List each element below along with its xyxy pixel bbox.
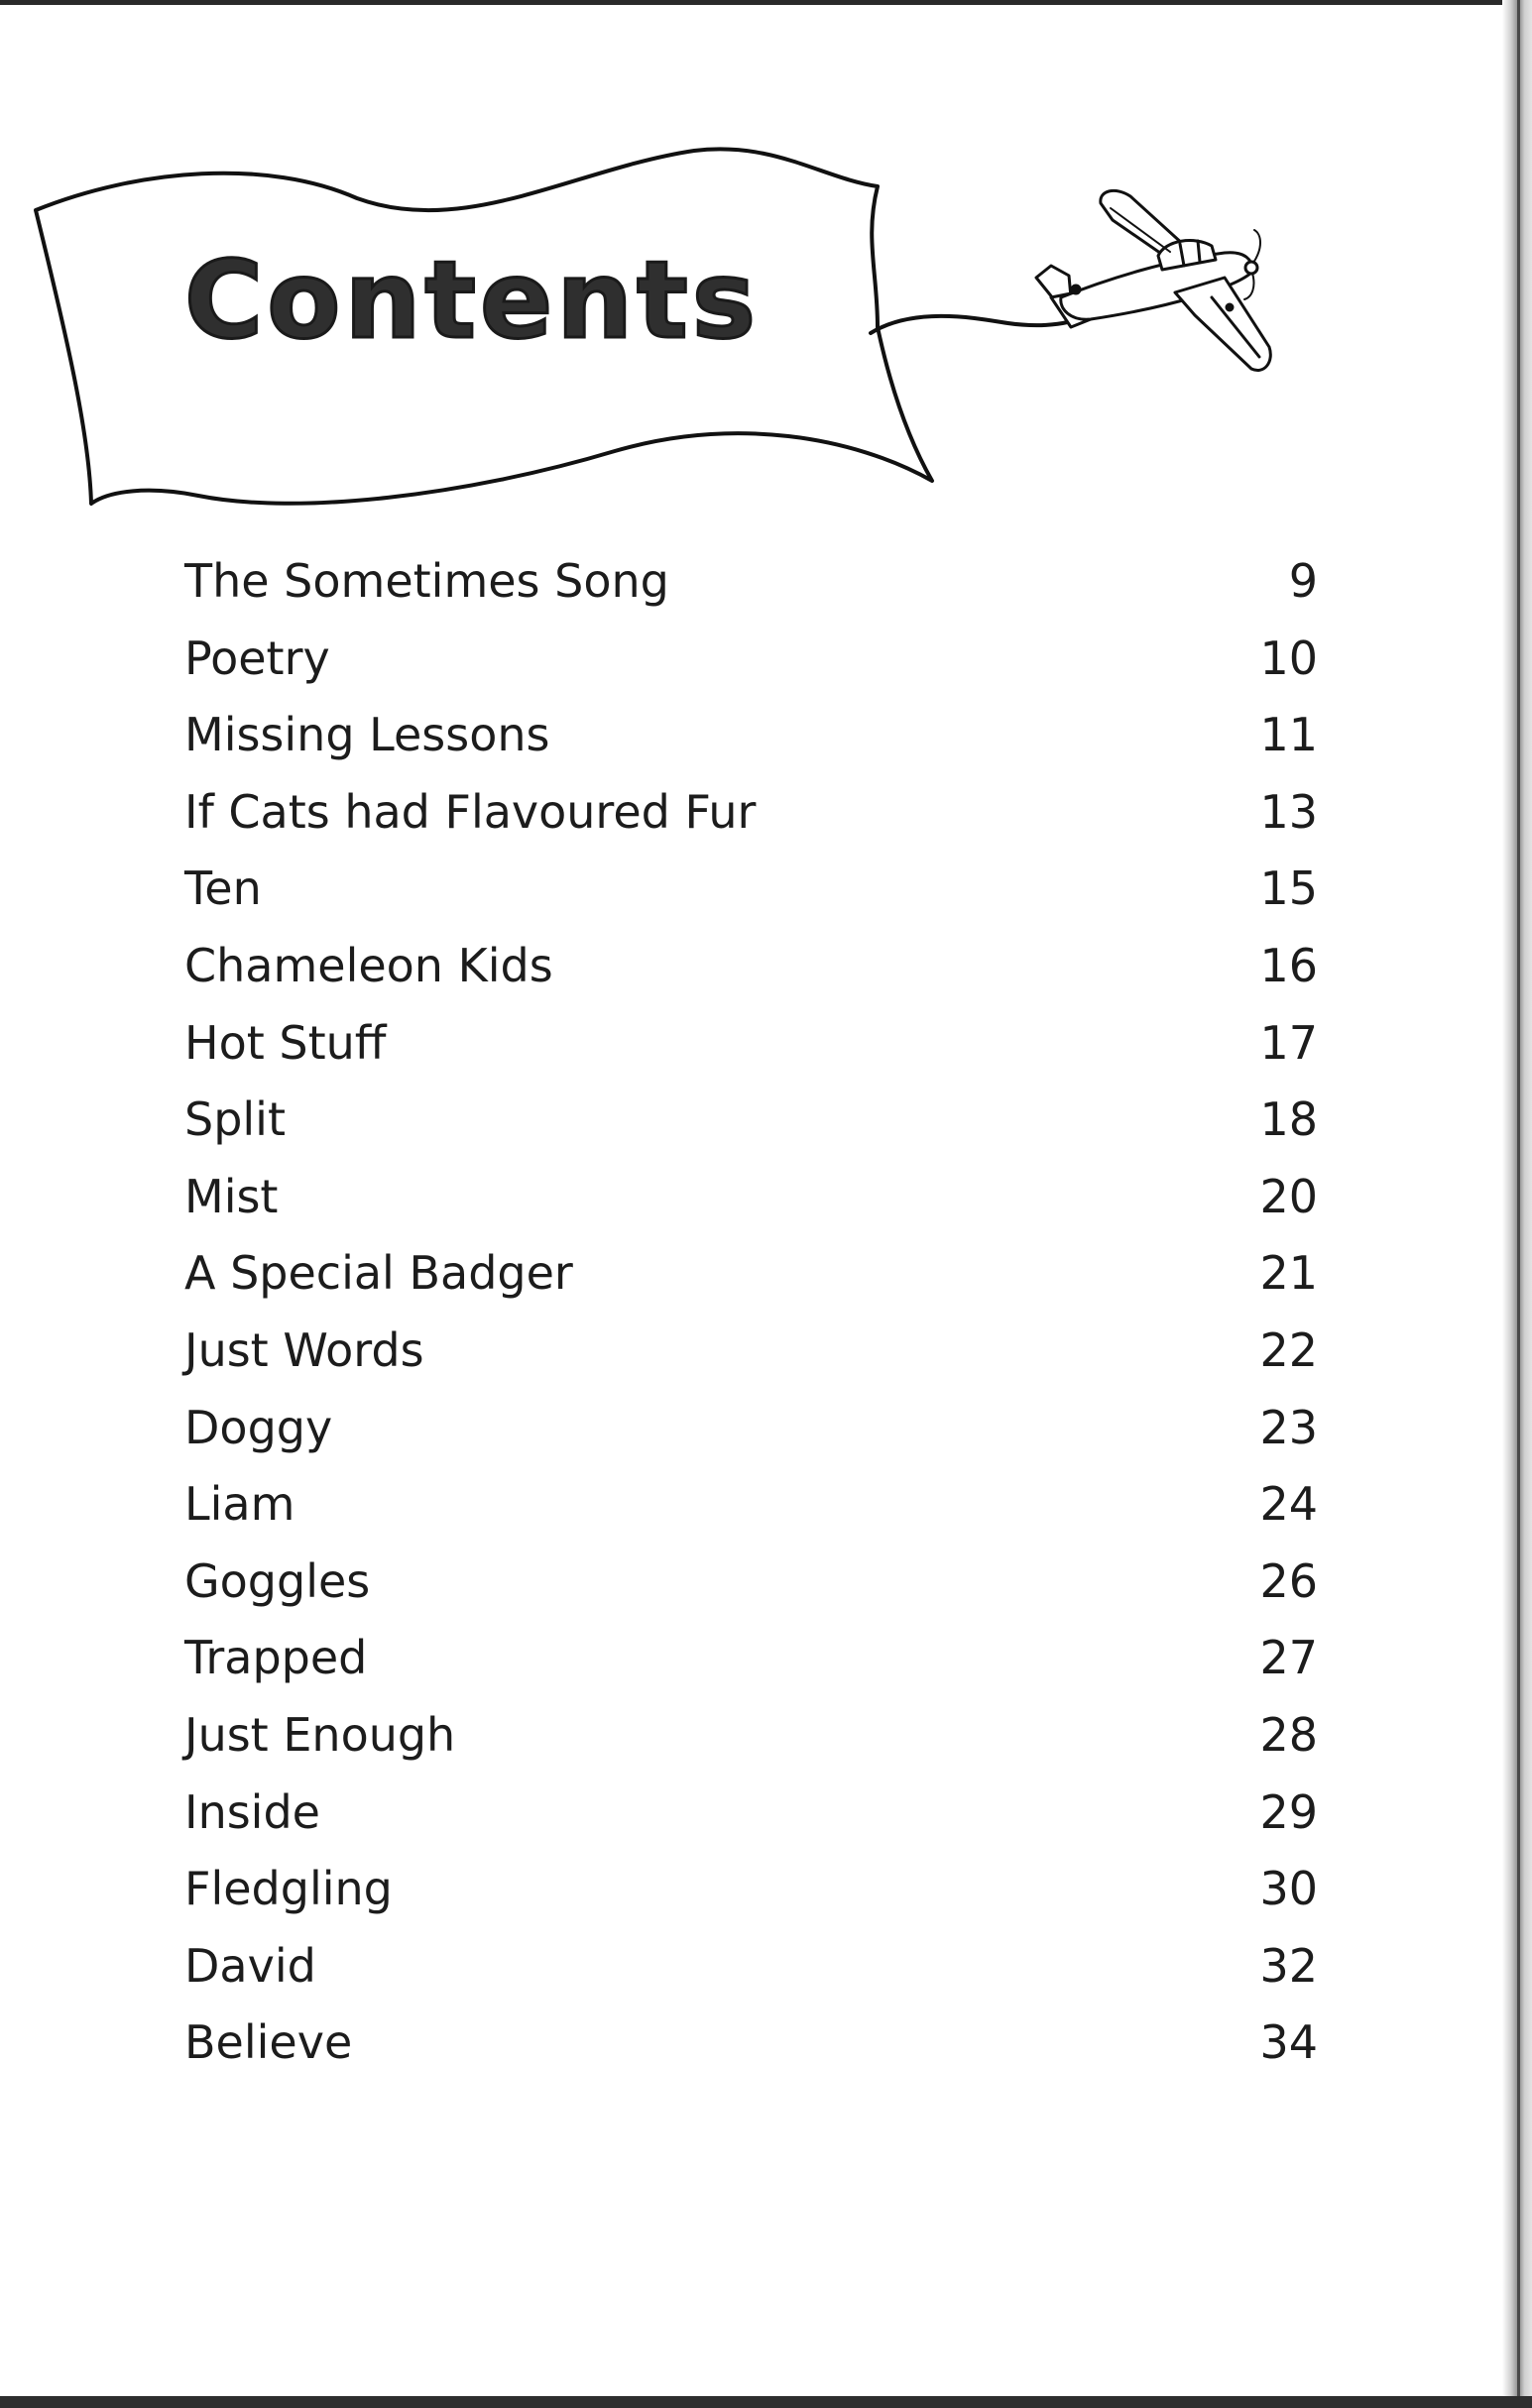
- entry-title: Just Words: [184, 1322, 424, 1377]
- entry-page-number: 22: [1259, 1322, 1318, 1377]
- entry-title: Goggles: [184, 1553, 371, 1608]
- entry-page-number: 21: [1259, 1246, 1318, 1301]
- entry-page-number: 16: [1259, 938, 1318, 992]
- entry-title: Trapped: [184, 1631, 368, 1685]
- contents-entry[interactable]: [184, 1005, 1320, 1083]
- entry-title: Believe: [184, 2015, 353, 2070]
- entry-title: Fledgling: [184, 1862, 393, 1916]
- page-title: Contents: [184, 239, 761, 363]
- entry-page-number: 29: [1259, 1784, 1318, 1839]
- contents-entry[interactable]: [184, 1544, 1320, 1621]
- contents-entry[interactable]: [184, 851, 1320, 928]
- contents-entry[interactable]: [184, 1390, 1320, 1467]
- contents-entry[interactable]: [184, 1235, 1320, 1313]
- contents-entry[interactable]: [184, 1697, 1320, 1775]
- entry-page-number: 10: [1259, 631, 1318, 685]
- bottom-page-edge: [0, 2396, 1532, 2408]
- entry-page-number: 28: [1259, 1707, 1318, 1762]
- contents-entry[interactable]: [184, 1775, 1320, 1852]
- contents-entry[interactable]: [184, 1928, 1320, 2006]
- entry-title: Doggy: [184, 1400, 333, 1454]
- contents-entry[interactable]: [184, 543, 1320, 621]
- entry-title: David: [184, 1938, 316, 1993]
- contents-entry[interactable]: [184, 1620, 1320, 1697]
- contents-entry[interactable]: [184, 1466, 1320, 1544]
- contents-entry[interactable]: [184, 2005, 1320, 2082]
- entry-page-number: 18: [1259, 1092, 1318, 1147]
- contents-entry[interactable]: [184, 621, 1320, 698]
- entry-title: Chameleon Kids: [184, 938, 553, 992]
- contents-entry[interactable]: [184, 697, 1320, 774]
- entry-page-number: 23: [1259, 1400, 1318, 1454]
- entry-page-number: 26: [1259, 1553, 1318, 1608]
- entry-page-number: 17: [1259, 1015, 1318, 1070]
- entry-title: Liam: [184, 1477, 295, 1532]
- contents-entry[interactable]: [184, 1159, 1320, 1236]
- entry-page-number: 27: [1259, 1631, 1318, 1685]
- entry-title: Hot Stuff: [184, 1015, 387, 1070]
- entry-page-number: 20: [1259, 1169, 1318, 1223]
- entry-title: If Cats had Flavoured Fur: [184, 784, 757, 839]
- entry-title: Mist: [184, 1169, 279, 1223]
- entry-title: Just Enough: [184, 1707, 456, 1762]
- entry-title: Split: [184, 1092, 286, 1147]
- plane-icon: [1036, 190, 1270, 370]
- entry-title: Inside: [184, 1784, 320, 1839]
- contents-entry[interactable]: [184, 1082, 1320, 1159]
- contents-entry[interactable]: [184, 774, 1320, 852]
- entry-title: Ten: [184, 861, 262, 916]
- contents-entry[interactable]: [184, 1313, 1320, 1390]
- entry-title: A Special Badger: [184, 1246, 573, 1301]
- entry-page-number: 9: [1288, 554, 1318, 608]
- entry-page-number: 11: [1259, 708, 1318, 762]
- contents-entry[interactable]: [184, 1851, 1320, 1928]
- contents-list: [184, 543, 1320, 2082]
- entry-page-number: 24: [1259, 1477, 1318, 1532]
- contents-entry[interactable]: [184, 928, 1320, 1005]
- entry-title: Poetry: [184, 631, 330, 685]
- entry-page-number: 30: [1259, 1862, 1318, 1916]
- entry-page-number: 32: [1259, 1938, 1318, 1993]
- entry-page-number: 15: [1259, 861, 1318, 916]
- entry-page-number: 34: [1259, 2015, 1318, 2070]
- entry-page-number: 13: [1259, 784, 1318, 839]
- entry-title: Missing Lessons: [184, 708, 550, 762]
- entry-title: The Sometimes Song: [184, 554, 669, 608]
